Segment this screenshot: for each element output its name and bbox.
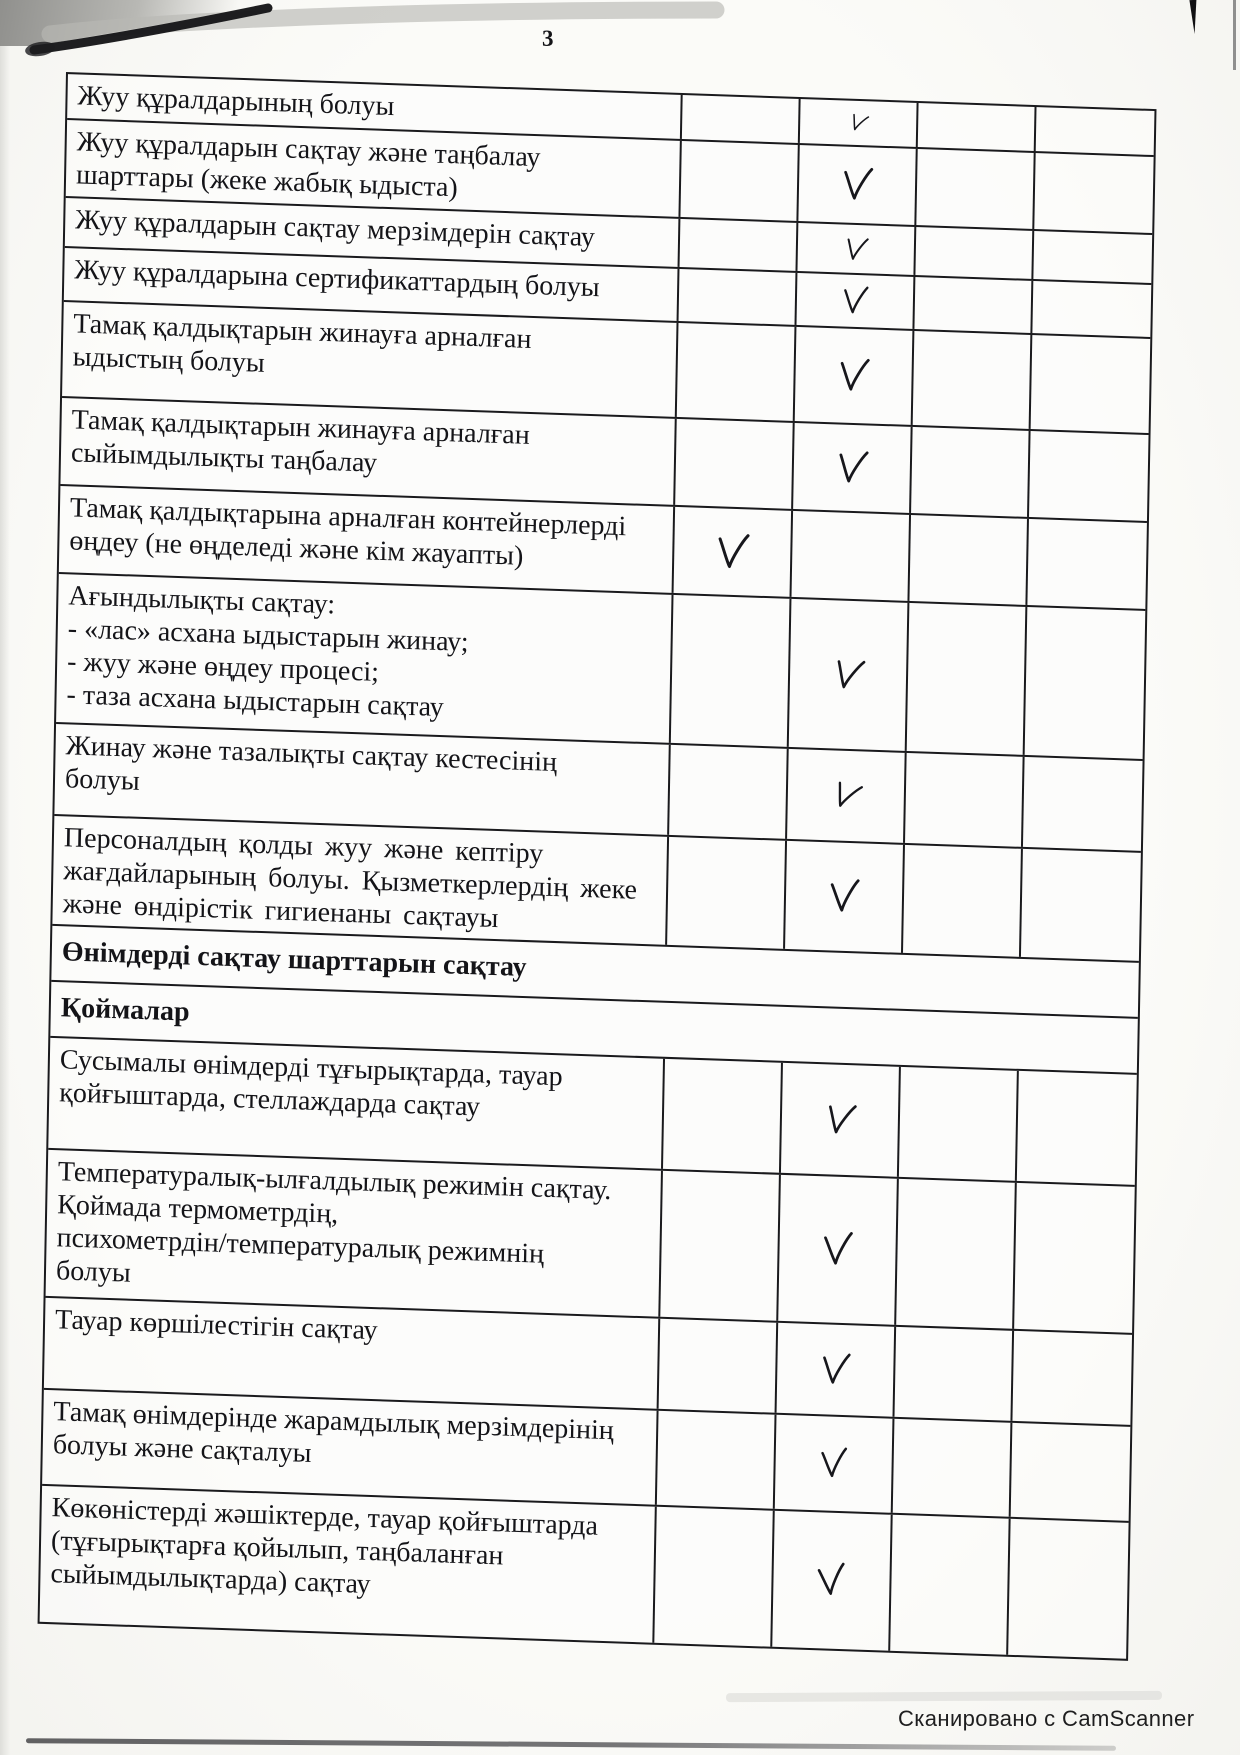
mark-cell-col-2 — [793, 423, 913, 513]
checkmark-icon — [826, 877, 863, 917]
mark-cell-col-4 — [1008, 1519, 1128, 1659]
mark-cell-col-4 — [1029, 431, 1149, 521]
checkmark-icon — [840, 283, 871, 318]
checkmark-icon — [833, 447, 871, 489]
mark-cell-col-4 — [1036, 107, 1155, 155]
checklist-table — [38, 72, 1157, 1661]
checkmark-icon — [835, 355, 872, 396]
mark-cell-col-1 — [657, 1411, 777, 1509]
scan-footer-smear-artifact — [726, 1691, 1162, 1702]
criterion-text: Температуралық-ылғалдылық режимін сақтау. Қоймада термометрдің, психометрдін/температуралық режимнің болуы — [46, 1150, 663, 1317]
camscanner-watermark: Сканировано с CamScanner — [898, 1706, 1195, 1731]
mark-cell-col-4 — [1012, 1331, 1132, 1425]
criterion-text: Ағындылықты сақтау: - «лас» асхана ыдыстарын жинау; - жуу және өңдеу процесі; - таза асхана ыдыстарын сақтау — [56, 574, 673, 743]
criterion-text: Жинау және тазалықты сақтау кестесінің болуы — [54, 724, 670, 835]
mark-cell-col-1 — [671, 595, 792, 747]
scan-right-edge-line-artifact — [1233, 0, 1236, 70]
criterion-text: Тамақ қалдықтарына арналған контейнерлерді өңдеу (не өңделеді және кім жауапты) — [59, 486, 675, 593]
mark-cell-col-2 — [797, 223, 916, 275]
mark-cell-col-2 — [781, 1063, 901, 1177]
mark-cell-col-1 — [679, 269, 798, 325]
mark-cell-col-3 — [903, 845, 1023, 957]
mark-cell-col-4 — [1011, 1423, 1131, 1521]
checkmark-icon — [845, 109, 871, 136]
mark-cell-col-4 — [1017, 1071, 1137, 1185]
mark-cell-col-2 — [772, 1511, 892, 1651]
page-number: 3 — [542, 26, 555, 51]
criterion-text: Көкөністерді жәшіктерде, тауар қойғыштарда (тұғырықтарға қойылып, таңбаланған сыйымдылықтарда) сақтау — [40, 1486, 657, 1643]
mark-cell-col-1 — [669, 745, 789, 839]
criterion-text: Тауар көршілестігін сақтау — [44, 1298, 660, 1409]
checkmark-icon — [818, 1350, 853, 1389]
checkmark-icon — [828, 653, 868, 696]
mark-cell-col-2 — [795, 327, 915, 425]
checkmark-icon — [821, 1099, 859, 1141]
mark-cell-col-2 — [792, 511, 912, 601]
mark-cell-col-4 — [1021, 849, 1141, 961]
mark-cell-col-4 — [1025, 607, 1146, 759]
scan-top-right-mark-artifact — [1189, 0, 1197, 34]
criterion-text: Жуу құралдарын сақтау және таңбалау шарттары (жеке жабық ыдыста) — [66, 120, 682, 217]
mark-cell-col-3 — [894, 1327, 1014, 1421]
mark-cell-col-4 — [1023, 757, 1143, 851]
mark-cell-col-4 — [1032, 281, 1151, 337]
mark-cell-col-3 — [911, 427, 1031, 517]
criterion-text: Тамақ қалдықтарын жинауға арналған ыдыстың болуы — [62, 302, 678, 417]
mark-cell-col-3 — [918, 103, 1037, 151]
checkmark-icon — [817, 1445, 851, 1482]
mark-cell-col-3 — [890, 1515, 1010, 1655]
scan-swoosh-artifact — [16, 0, 736, 64]
mark-cell-col-4 — [1014, 1183, 1135, 1333]
mark-cell-col-1 — [659, 1319, 779, 1413]
mark-cell-col-3 — [907, 603, 1028, 755]
checkmark-icon — [819, 1229, 856, 1270]
mark-cell-col-2 — [777, 1323, 897, 1417]
mark-cell-col-3 — [905, 753, 1025, 847]
criterion-text: Персоналдың қолды жуу және кептіру жағдайларының болуы. Қызметкерлердің жеке және өндірістік гигиенаны сақтауы — [52, 816, 669, 945]
mark-cell-col-1 — [675, 419, 795, 509]
mark-cell-col-1 — [682, 95, 801, 143]
section-title: Қоймалар — [60, 992, 190, 1028]
mark-cell-col-2 — [800, 99, 919, 147]
mark-cell-col-2 — [787, 749, 907, 843]
mark-cell-col-4 — [1031, 335, 1151, 433]
criterion-text: Жуу құралдарын сақтау мерзімдерін сақтау — [65, 198, 681, 267]
criterion-text: Тамақ қалдықтарын жинауға арналған сыйымдылықты таңбалау — [60, 398, 676, 505]
criterion-text: Жуу құралдарының болуы — [67, 74, 683, 139]
checkmark-icon — [812, 1560, 850, 1601]
mark-cell-col-3 — [909, 515, 1029, 605]
mark-cell-col-1 — [680, 219, 799, 271]
mark-cell-col-1 — [674, 507, 794, 597]
mark-cell-col-2 — [775, 1415, 895, 1513]
mark-cell-col-4 — [1034, 153, 1153, 233]
mark-cell-col-3 — [893, 1419, 1013, 1517]
section-title: Өнімдерді сақтау шарттарын сақтау — [61, 936, 527, 984]
mark-cell-col-3 — [913, 331, 1033, 429]
mark-cell-col-2 — [796, 273, 915, 329]
mark-cell-col-3 — [899, 1067, 1019, 1181]
mark-cell-col-1 — [663, 1059, 783, 1173]
mark-cell-col-1 — [677, 323, 797, 421]
checkmark-icon — [841, 233, 870, 265]
mark-cell-col-2 — [778, 1175, 899, 1325]
mark-cell-col-2 — [789, 599, 910, 751]
mark-cell-col-4 — [1027, 519, 1147, 609]
mark-cell-col-3 — [896, 1179, 1017, 1329]
mark-cell-col-3 — [916, 149, 1035, 229]
scan-bottom-line-artifact — [26, 1738, 1116, 1751]
checkmark-icon — [826, 775, 865, 817]
criterion-text: Тамақ өнімдерінде жарамдылық мерзімдерінің болуы және сақталуы — [42, 1390, 658, 1505]
mark-cell-col-1 — [654, 1507, 774, 1647]
checkmark-icon — [839, 164, 876, 205]
table-tilt-wrapper — [38, 72, 1157, 1661]
mark-cell-col-3 — [915, 227, 1034, 279]
mark-cell-col-4 — [1033, 231, 1152, 283]
mark-cell-col-1 — [660, 1171, 781, 1321]
mark-cell-col-1 — [680, 141, 799, 221]
mark-cell-col-1 — [667, 837, 787, 949]
mark-cell-col-3 — [914, 277, 1033, 333]
page-edge-shadow — [0, 0, 10, 1755]
criterion-text: Жуу құралдарына сертификаттардың болуы — [64, 248, 680, 321]
checkmark-icon — [713, 530, 752, 574]
criterion-text: Сусымалы өнімдерді тұғырықтарда, тауар қойғыштарда, стеллаждарда сақтау — [48, 1038, 665, 1169]
mark-cell-col-2 — [785, 841, 905, 953]
mark-cell-col-2 — [798, 145, 917, 225]
